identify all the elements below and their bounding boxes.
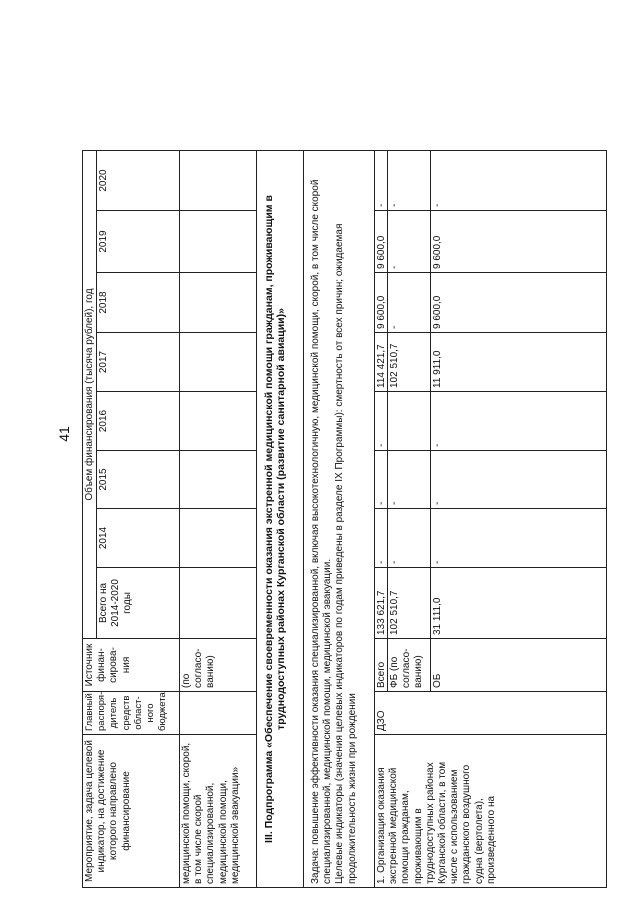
row-ob-total: 31 111,0 (430, 567, 607, 639)
header-year-2014: 2014 (96, 508, 180, 568)
row-ob-2019: 9 600,0 (430, 210, 607, 273)
row-ob-2018: 9 600,0 (430, 272, 607, 333)
row-ob-2014: - (430, 508, 607, 568)
row-fb-2020: - (387, 150, 431, 211)
row-fb-2014: - (387, 508, 431, 568)
measure-text: 1. Организация оказания экстренной медицинской помощи гражданам, проживающим в труднодоступных районах Курганской области, в том числе с использованием гражданского воздушного судна (вертолета), произведенного на (374, 734, 607, 888)
header-measure: Мероприятие, задача целевой индикатор, на достижение которого направлено финансирование (82, 734, 180, 888)
row-source-total: Всего (374, 638, 388, 692)
header-year-2019: 2019 (96, 210, 180, 273)
continued-empty (179, 391, 257, 451)
row-ob-2015: - (430, 450, 607, 509)
row-source-fb: ФБ (по согласо-ванию) (387, 638, 431, 692)
row-total-2014: - (374, 508, 388, 568)
row-ob-2020: - (430, 150, 607, 211)
measure-manager: ДЗО (374, 691, 607, 735)
row-total-2018: 9 600,0 (374, 272, 388, 333)
row-source-ob: ОБ (430, 638, 607, 692)
row-total-2017: 114 421,7 (374, 332, 388, 392)
row-fb-2019: - (387, 210, 431, 273)
row-fb-total: 102 510,7 (387, 567, 431, 639)
continued-manager (179, 691, 257, 735)
continued-empty (179, 332, 257, 392)
row-fb-2018: - (387, 272, 431, 333)
row-fb-2017: 102 510,7 (387, 332, 431, 392)
task-block (303, 150, 375, 888)
row-ob-2016: - (430, 391, 607, 451)
indicators-text: Целевые индикаторы (значения целевых индикаторов по годам приведены в разделе IX Программы): смертность от всех причин; ожидаемая продолжительность жизни при рождении (334, 223, 358, 884)
continued-measure: медицинской помощи, скорой, в том числе скорой специализированной, медицинской помощи, медицинской эвакуации» (179, 734, 257, 888)
row-fb-2015: - (387, 450, 431, 509)
task-text: Задача: повышение эффективности оказания специализированной, включая высокотехнологичную, медицинской помощи, скорой, в том числе скорой специализированной, медицинской помощи, медицинской эвакуации. (310, 179, 334, 884)
header-volume: Объем финансирования (тысяча рублей), год (82, 150, 97, 639)
header-year-2018: 2018 (96, 272, 180, 333)
rotated-table (82, 31, 607, 888)
header-year-2017: 2017 (96, 332, 180, 392)
row-total-2019: 9 600,0 (374, 210, 388, 273)
header-year-2016: 2016 (96, 391, 180, 451)
continued-empty (179, 272, 257, 333)
header-year-2015: 2015 (96, 450, 180, 509)
continued-empty (179, 210, 257, 273)
continued-total (179, 567, 257, 639)
header-manager: Главный распоря-дитель средств област-ного бюджета (82, 691, 180, 735)
continued-source: (по согласо-ванию) (179, 638, 257, 692)
row-total-2020: - (374, 150, 388, 211)
row-total-total: 133 621,7 (374, 567, 388, 639)
subprogram-title: III. Подпрограмма «Обеспечение своевременности оказания экстренной медицинской помощи гражданам, проживающим в труднодоступных районах Курганской области (развитие санитарной авиации)» (256, 150, 304, 888)
row-ob-2017: 11 911,0 (430, 332, 607, 392)
header-total: Всего на 2014-2020 годы (96, 567, 180, 639)
row-total-2016: - (374, 391, 388, 451)
header-year-2020: 2020 (96, 150, 180, 211)
row-fb-2016 (387, 391, 431, 451)
row-total-2015: - (374, 450, 388, 509)
continued-empty (179, 150, 257, 211)
continued-empty (179, 450, 257, 509)
continued-empty (179, 508, 257, 568)
page-number: 41 (56, 426, 72, 442)
header-source: Источник финан-сирова-ния (82, 638, 180, 692)
